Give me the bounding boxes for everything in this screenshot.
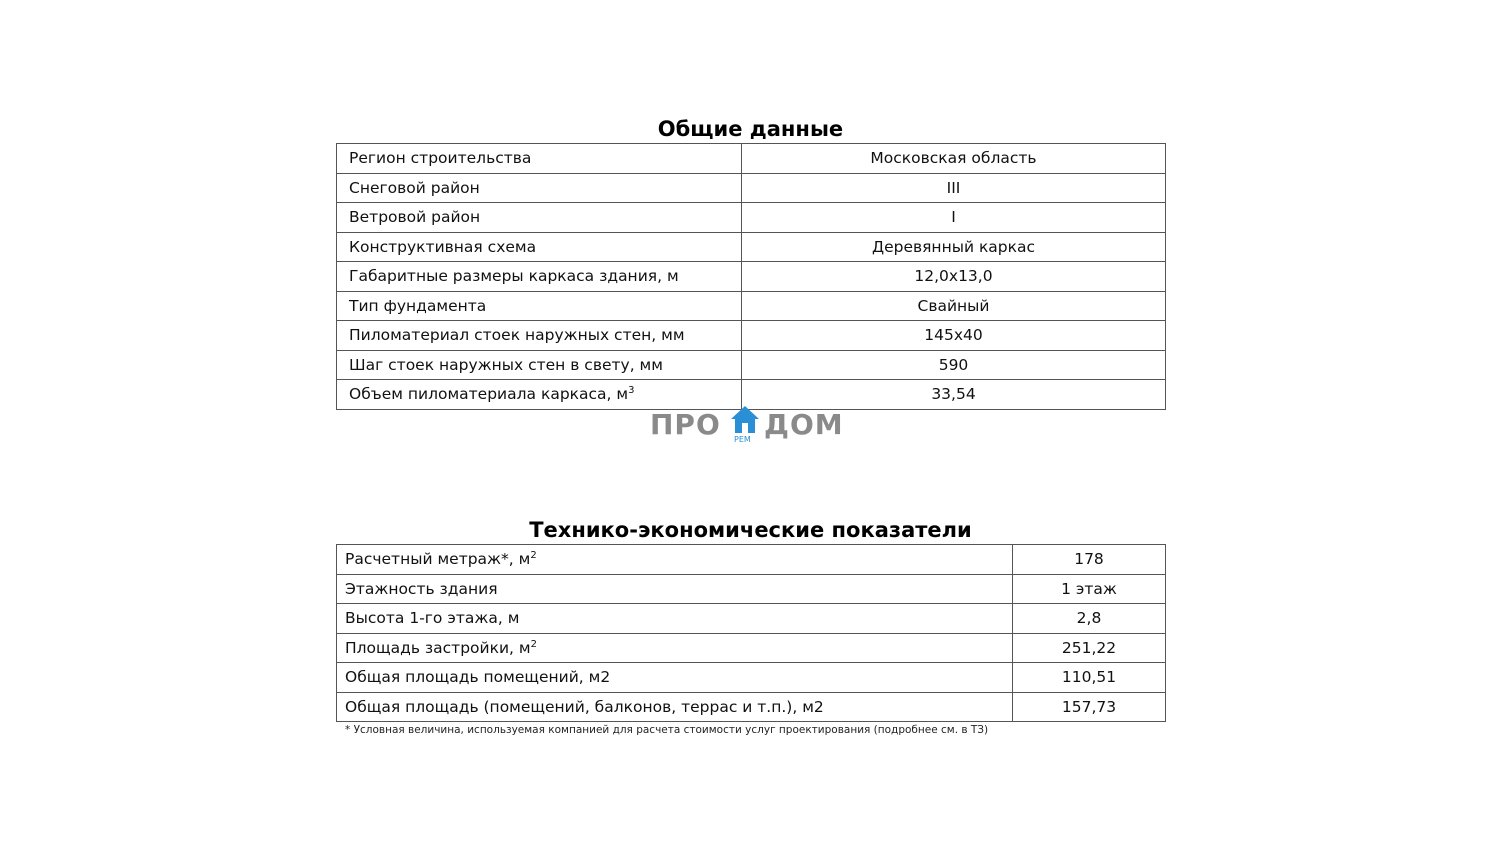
table-row <box>337 291 1166 321</box>
table-row <box>337 232 1166 262</box>
row-value: Свайный <box>742 291 1166 321</box>
row-value: 590 <box>742 350 1166 380</box>
table-row <box>337 604 1166 634</box>
row-label: Объем пиломатериала каркаса, м <box>349 385 629 404</box>
row-label: Площадь застройки, м <box>345 638 531 657</box>
row-value: 2,8 <box>1013 604 1166 634</box>
footnote: * Условная величина, используемая компанией для расчета стоимости услуг проектирования (подробнее см. в ТЗ) <box>345 724 989 736</box>
row-label: Регион строительства <box>337 144 742 174</box>
row-value: 1 этаж <box>1013 574 1166 604</box>
row-label: Пиломатериал стоек наружных стен, мм <box>337 321 742 351</box>
table-row <box>337 692 1166 722</box>
logo-text-left: ПРО <box>650 408 721 441</box>
row-value: 251,22 <box>1013 633 1166 663</box>
row-value: 110,51 <box>1013 663 1166 693</box>
logo-text-right: ДОМ <box>764 408 844 441</box>
table-row <box>337 144 1166 174</box>
row-label: Конструктивная схема <box>337 232 742 262</box>
tech-indicators-table <box>336 544 1166 722</box>
row-value: III <box>742 173 1166 203</box>
row-label: Снеговой район <box>337 173 742 203</box>
row-value: I <box>742 203 1166 233</box>
unit-superscript: 2 <box>530 638 537 650</box>
row-value: 12,0х13,0 <box>742 262 1166 292</box>
general-data-table <box>336 143 1166 410</box>
row-value: 33,54 <box>742 380 1166 410</box>
table-row <box>337 321 1166 351</box>
row-label: Шаг стоек наружных стен в свету, мм <box>337 350 742 380</box>
table-row <box>337 574 1166 604</box>
row-label-cell <box>337 545 1013 575</box>
table-row <box>337 663 1166 693</box>
unit-superscript: 3 <box>628 385 635 397</box>
logo-subtext: РЕМ <box>734 435 751 444</box>
table-row <box>337 350 1166 380</box>
house-icon <box>730 404 760 434</box>
table-row <box>337 545 1166 575</box>
unit-superscript: 2 <box>530 550 537 562</box>
pro-rem-dom-logo <box>650 404 850 448</box>
general-data-title: Общие данные <box>657 117 844 141</box>
row-value: Деревянный каркас <box>742 232 1166 262</box>
row-label: Высота 1-го этажа, м <box>337 604 1013 634</box>
row-label: Тип фундамента <box>337 291 742 321</box>
row-label: Общая площадь помещений, м2 <box>337 663 1013 693</box>
row-value: Московская область <box>742 144 1166 174</box>
row-label: Габаритные размеры каркаса здания, м <box>337 262 742 292</box>
table-row <box>337 203 1166 233</box>
row-label: Этажность здания <box>337 574 1013 604</box>
row-label: Расчетный метраж*, м <box>345 550 531 569</box>
row-label: Общая площадь (помещений, балконов, террас и т.п.), м2 <box>337 692 1013 722</box>
table-row <box>337 262 1166 292</box>
row-value: 145х40 <box>742 321 1166 351</box>
row-label-cell <box>337 633 1013 663</box>
table-row <box>337 633 1166 663</box>
row-value: 157,73 <box>1013 692 1166 722</box>
tech-indicators-title: Технико-экономические показатели <box>529 518 972 542</box>
row-value: 178 <box>1013 545 1166 575</box>
row-label: Ветровой район <box>337 203 742 233</box>
table-row <box>337 173 1166 203</box>
